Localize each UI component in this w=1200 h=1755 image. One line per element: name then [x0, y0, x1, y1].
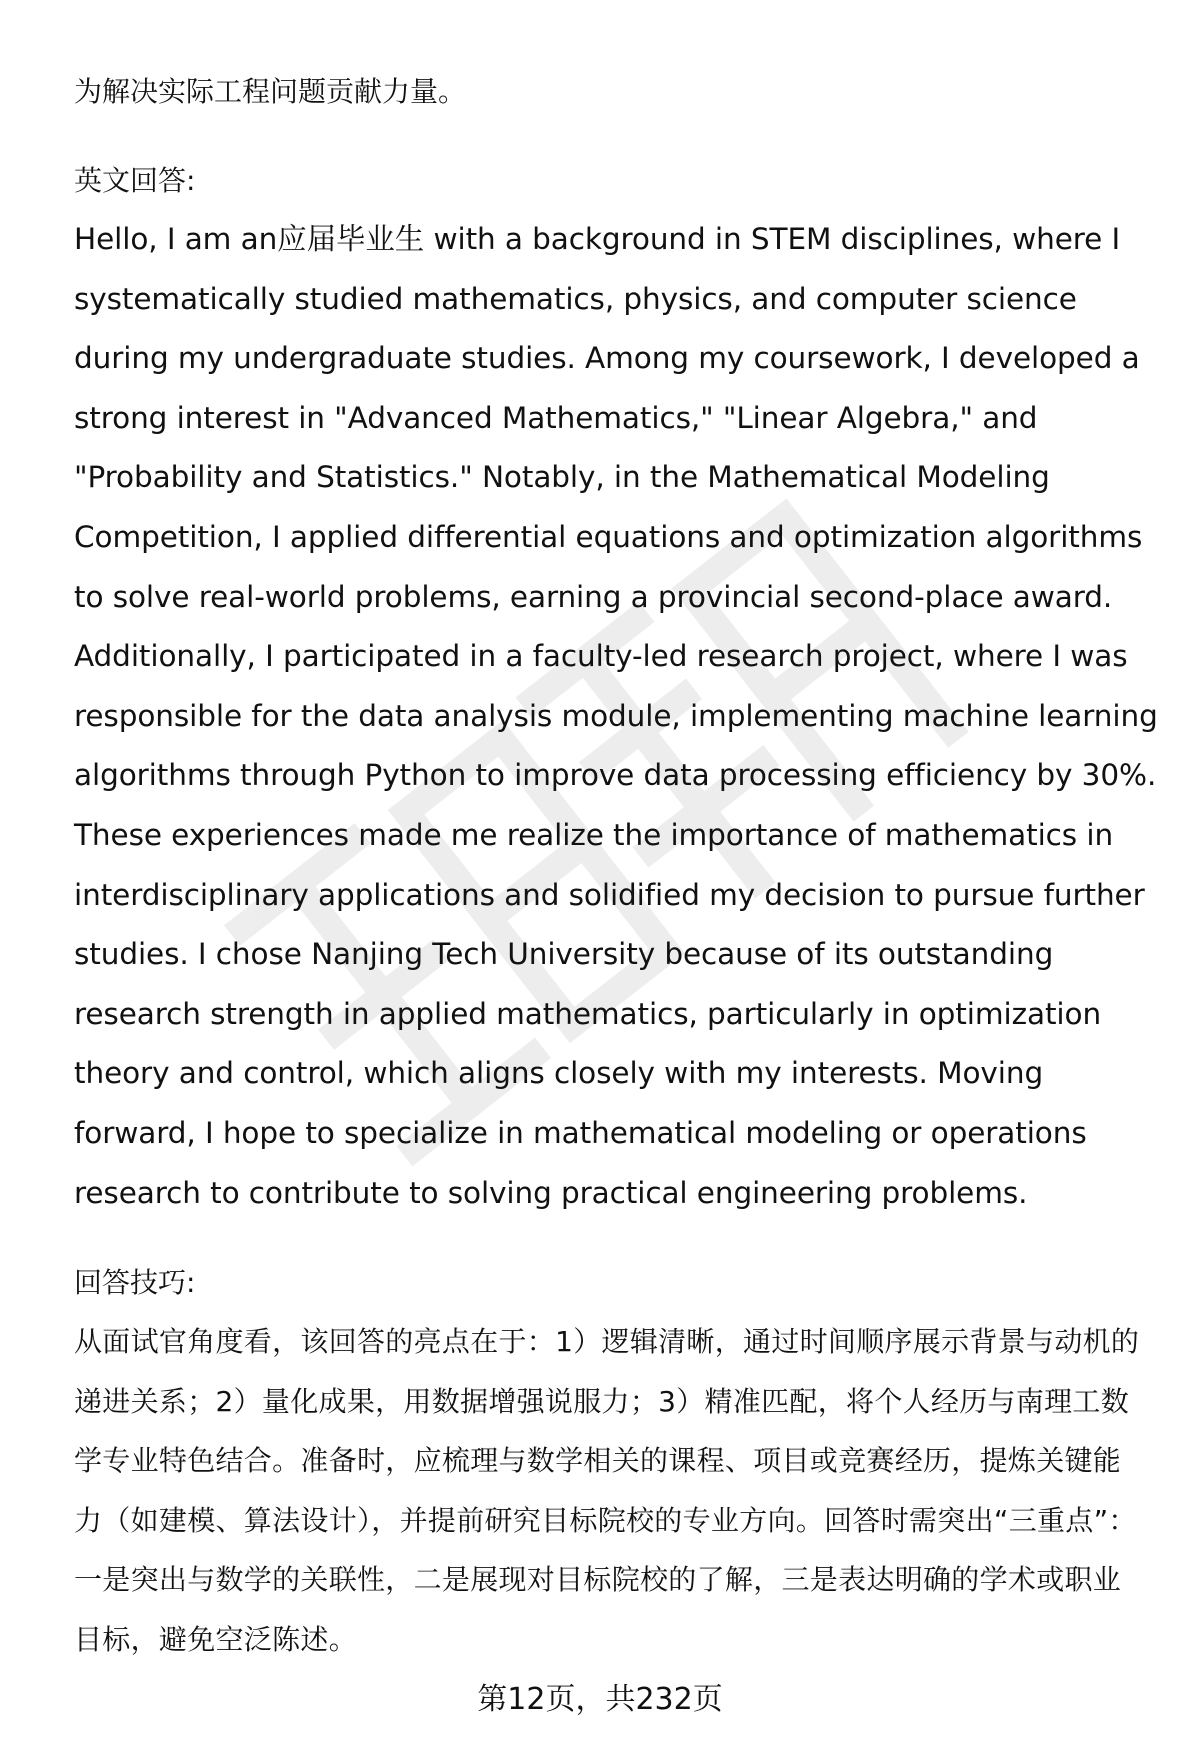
intro-tail-text: 为解决实际工程问题贡献力量。: [74, 75, 467, 108]
document-body: [74, 62, 1164, 1669]
tips-text: 从面试官角度看，该回答的亮点在于：1）逻辑清晰，通过时间顺序展示背景与动机的递进关系；2）量化成果，用数据增强说服力；3）精准匹配，将个人经历与南理工数学专业特色结合。准备时，应梳理与数学相关的课程、项目或竞赛经历，提炼关键能力（如建模、算法设计），并提前研究目标院校的专业方向。回答时需突出“三重点”：一是突出与数学的关联性，二是展现对目标院校的了解，三是表达明确的学术或职业目标，避免空泛陈述。: [74, 1325, 1140, 1656]
page-indicator: 第12页，共232页: [477, 1682, 723, 1717]
tips-label: 回答技巧:: [74, 1266, 196, 1300]
english-answer-label: 英文回答:: [74, 164, 196, 197]
english-answer-text: Hello, I am an应届毕业生 with a background in STEM disciplines, where I systematically studied mathematics, physics, and computer science during my undergraduate studies. Among my coursework, I developed a strong interest in "Advanced Mathematics," "Linear Algebra," and "Probability and Statistics." Notably, in the Mathematical Modeling Competition, I applied differential equations and optimization algorithms to solve real-world problems, earning a provincial second-place award. Additionally, I participated in a faculty-led research project, where I was responsible for the data analysis module, implementing machine learning algorithms through Python to improve data processing efficiency by 30%. These experiences made me realize the importance of mathematics in interdisciplinary applications and solidified my decision to pursue further studies. I chose Nanjing Tech University because of its outstanding research strength in applied mathematics, particularly in optimization theory and control, which aligns closely with my interests. Moving forward, I hope to specialize in mathematical modeling or operations research to contribute to solving practical engineering problems.: [74, 222, 1158, 1210]
